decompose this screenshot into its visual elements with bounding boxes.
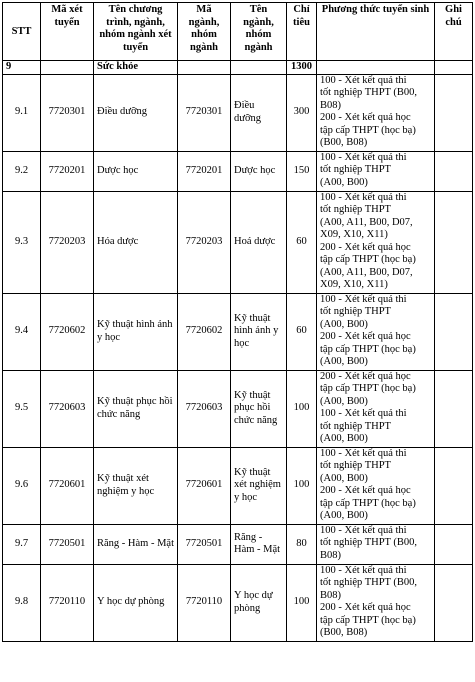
row-ma-nganh: 7720203 [178,191,231,293]
row-ten-nganh: Y học dự phòng [231,564,287,641]
row-phuong-thuc [317,564,435,641]
method-line: 100 - Xét kết quả thi [320,191,407,203]
row-ma-nganh: 7720501 [178,524,231,564]
method-line: 100 - Xét kết quả thi [320,564,407,576]
row-ten-nganh: Kỹ thuật hình ảnh y học [231,293,287,370]
method-line: 100 - Xét kết quả thi [320,293,407,305]
row-ten-chuong-trinh: Kỹ thuật hình ảnh y học [94,293,178,370]
method-line: tốt nghiệp THPT (B00, [320,87,418,98]
row-ma-xet-tuyen: 7720201 [41,151,94,191]
row-ghi-chu [435,293,473,370]
method-line: (A00, B00) [320,356,368,367]
row-ten-chuong-trinh: Hóa dược [94,191,178,293]
row-ma-xet-tuyen: 7720301 [41,74,94,151]
row-stt: 9.1 [3,74,41,151]
row-ghi-chu [435,151,473,191]
method-line: tập cấp THPT (học bạ) [320,254,416,265]
table-row [3,74,473,151]
header-ma-xet-tuyen: Mã xét tuyển [41,3,94,61]
row-chi-tieu: 100 [287,447,317,524]
row-ten-chuong-trinh: Y học dự phòng [94,564,178,641]
group-empty-cell [178,61,231,75]
method-line: 100 - Xét kết quả thi [320,74,407,86]
method-line: tốt nghiệp THPT [320,164,391,175]
group-name: Sức khỏe [94,61,178,75]
group-empty-cell [435,61,473,75]
group-empty-cell [317,61,435,75]
method-line: (A00, B00) [320,176,368,188]
row-ma-xet-tuyen: 7720203 [41,191,94,293]
row-ghi-chu [435,74,473,151]
table-row [3,293,473,370]
method-line: tập cấp THPT (học bạ) [320,497,416,509]
row-ma-xet-tuyen: 7720601 [41,447,94,524]
method-line: X09, X10, X11) [320,229,388,240]
row-stt: 9.3 [3,191,41,293]
method-line: B08) [320,549,341,561]
row-ma-nganh: 7720601 [178,447,231,524]
group-row [3,61,473,75]
method-line: tập cấp THPT (học bạ) [320,614,416,626]
method-line: (A00, B00) [320,395,368,407]
method-line: X09, X10, X11) [320,279,388,290]
table-row [3,370,473,447]
method-line: 100 - Xét kết quả thi [320,408,407,419]
group-empty-cell [231,61,287,75]
row-chi-tieu: 150 [287,151,317,191]
row-ma-nganh: 7720301 [178,74,231,151]
row-chi-tieu: 60 [287,191,317,293]
row-chi-tieu: 300 [287,74,317,151]
row-ten-chuong-trinh: Kỹ thuật xét nghiệm y học [94,447,178,524]
row-chi-tieu: 80 [287,524,317,564]
row-ghi-chu [435,191,473,293]
header-row [3,3,473,61]
row-ghi-chu [435,447,473,524]
row-ten-chuong-trinh: Điều dưỡng [94,74,178,151]
row-ghi-chu [435,564,473,641]
group-stt: 9 [3,61,41,75]
row-ten-nganh: Điều dưỡng [231,74,287,151]
table-row [3,524,473,564]
row-phuong-thuc [317,293,435,370]
admission-table-page [2,2,473,642]
row-ma-xet-tuyen: 7720602 [41,293,94,370]
method-line: (B00, B08) [320,627,368,638]
admission-table [2,2,473,642]
row-ghi-chu [435,524,473,564]
method-line: 200 - Xét kết quả học [320,241,411,253]
method-line: tốt nghiệp THPT [320,204,391,215]
row-chi-tieu: 60 [287,293,317,370]
row-ten-nganh: Kỹ thuật xét nghiệm y học [231,447,287,524]
row-phuong-thuc [317,151,435,191]
table-row [3,447,473,524]
row-ten-chuong-trinh: Dược học [94,151,178,191]
row-phuong-thuc [317,370,435,447]
group-empty-cell [41,61,94,75]
method-line: tập cấp THPT (học bạ) [320,343,416,355]
header-ten-chuong-trinh: Tên chương trình, ngành, nhóm ngành xét tuyển [94,3,178,61]
row-ten-chuong-trinh: Răng - Hàm - Mặt [94,524,178,564]
row-stt: 9.5 [3,370,41,447]
row-ten-nganh: Kỹ thuật phục hồi chức năng [231,370,287,447]
row-stt: 9.7 [3,524,41,564]
method-line: (B00, B08) [320,137,368,148]
method-line: 100 - Xét kết quả thi [320,447,407,459]
row-stt: 9.6 [3,447,41,524]
header-stt: STT [3,3,41,61]
table-row [3,564,473,641]
group-chi-tieu: 1300 [287,61,317,75]
row-ma-xet-tuyen: 7720603 [41,370,94,447]
row-phuong-thuc [317,191,435,293]
header-ghi-chu: Ghi chú [435,3,473,61]
table-row [3,191,473,293]
row-stt: 9.4 [3,293,41,370]
method-line: 200 - Xét kết quả học [320,485,411,496]
row-ma-nganh: 7720603 [178,370,231,447]
row-ghi-chu [435,370,473,447]
method-line: (A00, B00) [320,472,368,484]
method-line: tốt nghiệp THPT (B00, [320,537,418,548]
method-line: (A00, B00) [320,433,368,444]
method-line: (A00, B00) [320,510,368,521]
row-phuong-thuc [317,524,435,564]
method-line: 200 - Xét kết quả học [320,112,411,123]
header-phuong-thuc: Phương thức tuyển sinh [317,3,435,61]
method-line: (A00, A11, B00, D07, [320,216,413,228]
row-phuong-thuc [317,447,435,524]
row-phuong-thuc [317,74,435,151]
header-ma-nganh: Mã ngành, nhóm ngành [178,3,231,61]
method-line: tốt nghiệp THPT [320,460,391,471]
method-line: tốt nghiệp THPT [320,420,391,432]
row-ma-xet-tuyen: 7720501 [41,524,94,564]
row-chi-tieu: 100 [287,564,317,641]
row-stt: 9.2 [3,151,41,191]
row-chi-tieu: 100 [287,370,317,447]
method-line: tốt nghiệp THPT [320,306,391,317]
method-line: 100 - Xét kết quả thi [320,151,407,163]
method-line: 200 - Xét kết quả học [320,331,411,342]
method-line: (A00, B00) [320,318,368,330]
table-row [3,151,473,191]
header-chi-tieu: Chỉ tiêu [287,3,317,61]
method-line: 200 - Xét kết quả học [320,370,411,382]
header-ten-nganh: Tên ngành, nhóm ngành [231,3,287,61]
method-line: (A00, A11, B00, D07, [320,266,413,278]
method-line: tập cấp THPT (học bạ) [320,383,416,394]
row-ma-xet-tuyen: 7720110 [41,564,94,641]
row-ma-nganh: 7720201 [178,151,231,191]
row-ten-nganh: Hoá dược [231,191,287,293]
method-line: 100 - Xét kết quả thi [320,524,407,536]
method-line: B08) [320,589,341,601]
row-ten-chuong-trinh: Kỹ thuật phục hồi chức năng [94,370,178,447]
method-line: B08) [320,99,341,111]
row-stt: 9.8 [3,564,41,641]
row-ma-nganh: 7720110 [178,564,231,641]
method-line: tốt nghiệp THPT (B00, [320,577,418,588]
method-line: 200 - Xét kết quả học [320,602,411,613]
row-ma-nganh: 7720602 [178,293,231,370]
method-line: tập cấp THPT (học bạ) [320,124,416,136]
row-ten-nganh: Dược học [231,151,287,191]
row-ten-nganh: Răng - Hàm - Mặt [231,524,287,564]
